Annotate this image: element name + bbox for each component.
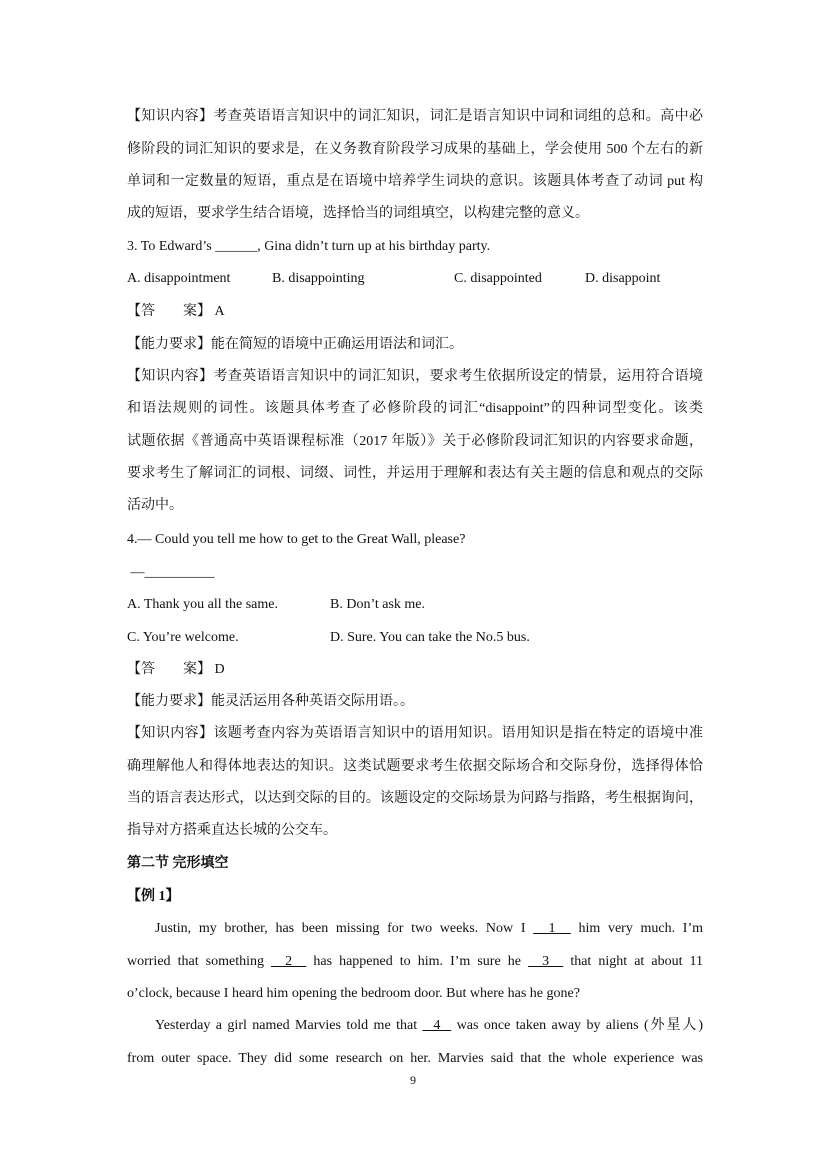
passage-text: was once taken away by aliens (外星人) (456, 1018, 703, 1033)
passage-line (155, 1016, 703, 1036)
text-line: 当的语言表达形式，以达到交际的目的。该题设定的交际场景为问路与指路，考生根据询问， (127, 791, 703, 806)
blank-1: 1 (533, 921, 571, 936)
question-4-options-row2 (127, 628, 703, 648)
section-heading: 第二节 完形填空 (127, 856, 229, 871)
ability-4: 【能力要求】能灵活运用各种英语交际用语。。 (127, 694, 414, 709)
option-a: A. disappointment (127, 271, 231, 286)
answer-4: 【答 案】 D (127, 662, 225, 677)
passage-line (155, 919, 703, 939)
text-line: 确理解他人和得体地表达的知识。这类试题要求考生依据交际场合和交际身份，选择得体恰 (127, 759, 703, 774)
option-c: C. You’re welcome. (127, 630, 239, 645)
blank-2: 2 (271, 954, 307, 969)
blank-4: 4 (422, 1018, 452, 1033)
answer-3: 【答 案】 A (127, 304, 225, 319)
question-4: 4.— Could you tell me how to get to the Great Wall, please? (127, 532, 466, 547)
passage-line (127, 952, 703, 972)
option-a: A. Thank you all the same. (127, 597, 278, 612)
text-line: 成的短语，要求学生结合语境，选择恰当的词组填空，以构建完整的意义。 (127, 206, 589, 221)
text-line: 单词和一定数量的短语，重点是在语境中培养学生词块的意识。该题具体考查了动词 put 构 (127, 174, 703, 189)
text-line: 【知识内容】考查英语语言知识中的词汇知识，词汇是语言知识中词和词组的总和。高中必 (127, 109, 703, 124)
passage-text: Justin, my brother, has been missing for two weeks. Now I (155, 921, 526, 936)
text-line: 指导对方搭乘直达长城的公交车。 (127, 823, 337, 838)
question-3: 3. To Edward’s ______, Gina didn’t turn up at his birthday party. (127, 239, 491, 254)
example-heading: 【例 1】 (127, 889, 180, 904)
passage-text: has happened to him. I’m sure he (313, 954, 521, 969)
passage-text: that night at about 11 (570, 954, 703, 969)
passage-line: from outer space. They did some research on her. Marvies said that the whole experience was (127, 1051, 703, 1066)
text-line: 修阶段的词汇知识的要求是，在义务教育阶段学习成果的基础上，学会使用 500 个左右的新 (127, 142, 703, 157)
passage-text: Yesterday a girl named Marvies told me that (155, 1018, 418, 1033)
option-d: D. disappoint (585, 271, 661, 286)
option-c: C. disappointed (454, 271, 542, 286)
passage-text: worried that something (127, 954, 264, 969)
passage-text: him very much. I’m (578, 921, 703, 936)
page-number: 9 (410, 1073, 416, 1087)
option-b: B. disappointing (272, 271, 365, 286)
blank-3: 3 (528, 954, 564, 969)
question-3-options (127, 269, 703, 289)
text-line: 【知识内容】考查英语语言知识中的词汇知识，要求考生依据所设定的情景，运用符合语境 (127, 369, 703, 384)
question-4-reply: —__________ (127, 565, 215, 580)
option-b: B. Don’t ask me. (330, 597, 426, 612)
ability-3: 【能力要求】能在简短的语境中正确运用语法和词汇。 (127, 337, 463, 352)
question-4-options-row1 (127, 595, 703, 615)
text-line: 要求考生了解词汇的词根、词缀、词性，并运用于理解和表达有关主题的信息和观点的交际 (127, 466, 703, 481)
option-d: D. Sure. You can take the No.5 bus. (330, 630, 530, 645)
text-line: 【知识内容】该题考查内容为英语语言知识中的语用知识。语用知识是指在特定的语境中准 (127, 726, 703, 741)
text-line: 试题依据《普通高中英语课程标准（2017 年版）》关于必修阶段词汇知识的内容要求命题， (127, 434, 703, 449)
text-line: 和语法规则的词性。该题具体考查了必修阶段的词汇“disappoint”的四种词型变化。该类 (127, 401, 703, 416)
passage-line: o’clock, because I heard him opening the bedroom door. But where has he gone? (127, 986, 580, 1001)
text-line: 活动中。 (127, 498, 183, 513)
